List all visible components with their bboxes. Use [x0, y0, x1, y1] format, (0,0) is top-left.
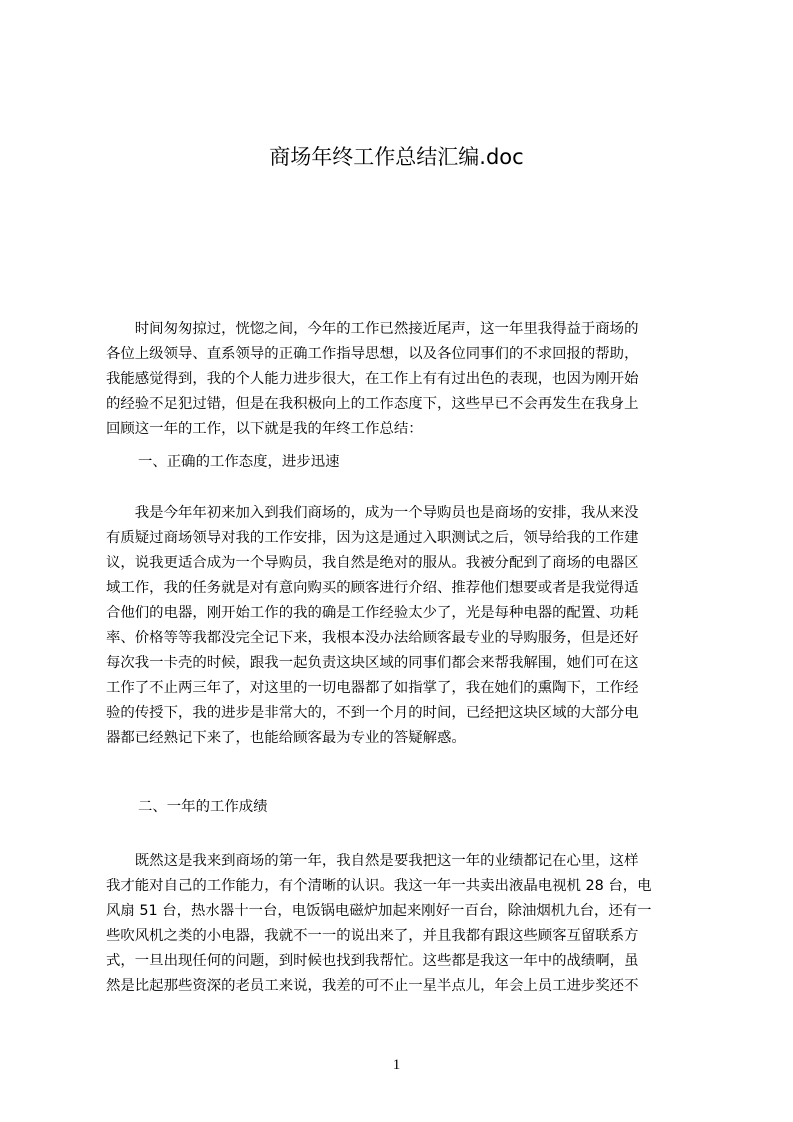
text-line: 既然这是我来到商场的第一年，我自然是要我把这一年的业绩都记在心里，这样	[106, 853, 639, 869]
text-line: 验的传授下，我的进步是非常大的，不到一个月的时间，已经把这块区域的大部分电	[106, 705, 639, 721]
document-title: 商场年终工作总结汇编.doc	[269, 145, 524, 169]
text-line: 的经验不足犯过错，但是在我积极向上的工作态度下，这些早已不会再发生在我身上	[106, 396, 639, 412]
text-line: 回顾这一年的工作，以下就是我的年终工作总结：	[106, 421, 423, 437]
text-line: 时间匆匆掠过，恍惚之间，今年的工作已然接近尾声，这一年里我得益于商场的	[106, 321, 639, 337]
text-line: 域工作，我的任务就是对有意向购买的顾客进行介绍、推荐他们想要或者是我觉得适	[106, 580, 639, 596]
text-line: 我才能对自己的工作能力，有个清晰的认识。我这一年一共卖出液晶电视机 28 台，电	[106, 878, 652, 894]
text-line: 合他们的电器，刚开始工作的我的确是工作经验太少了，光是每种电器的配置、功耗	[106, 605, 639, 621]
page-number: 1	[392, 1057, 401, 1073]
text-line: 每次我一卡壳的时候，跟我一起负责这块区域的同事们都会来帮我解围，她们可在这	[106, 655, 639, 671]
text-line: 些吹风机之类的小电器，我就不一一的说出来了，并且我都有跟这些顾客互留联系方	[106, 928, 639, 944]
text-line: 有质疑过商场领导对我的工作安排，因为这是通过入职测试之后，领导给我的工作建	[106, 530, 639, 546]
section-heading-2: 二、一年的工作成绩	[138, 799, 268, 815]
text-line: 议，说我更适合成为一个导购员，我自然是绝对的服从。我被分配到了商场的电器区	[106, 555, 639, 571]
text-line: 我是今年年初来加入到我们商场的，成为一个导购员也是商场的安排，我从来没	[106, 505, 639, 521]
text-line: 我能感觉得到，我的个人能力进步很大，在工作上有有过出色的表现，也因为刚开始	[106, 371, 639, 387]
text-line: 工作了不止两三年了，对这里的一切电器都了如指掌了，我在她们的熏陶下，工作经	[106, 680, 639, 696]
text-line: 然是比起那些资深的老员工来说，我差的可不止一星半点儿，年会上员工进步奖还不	[106, 978, 639, 994]
text-line: 风扇 51 台，热水器十一台，电饭锅电磁炉加起来刚好一百台，除油烟机九台，还有一	[106, 903, 652, 919]
section-heading-1: 一、正确的工作态度，进步迅速	[138, 454, 340, 470]
text-line: 各位上级领导、直系领导的正确工作指导思想，以及各位同事们的不求回报的帮助，	[106, 346, 639, 362]
text-line: 率、价格等等我都没完全记下来，我根本没办法给顾客最专业的导购服务，但是还好	[106, 630, 639, 646]
text-line: 式，一旦出现任何的问题，到时候也找到我帮忙。这些都是我这一年中的战绩啊，虽	[106, 953, 639, 969]
text-line: 器都已经熟记下来了，也能给顾客最为专业的答疑解惑。	[106, 730, 466, 746]
